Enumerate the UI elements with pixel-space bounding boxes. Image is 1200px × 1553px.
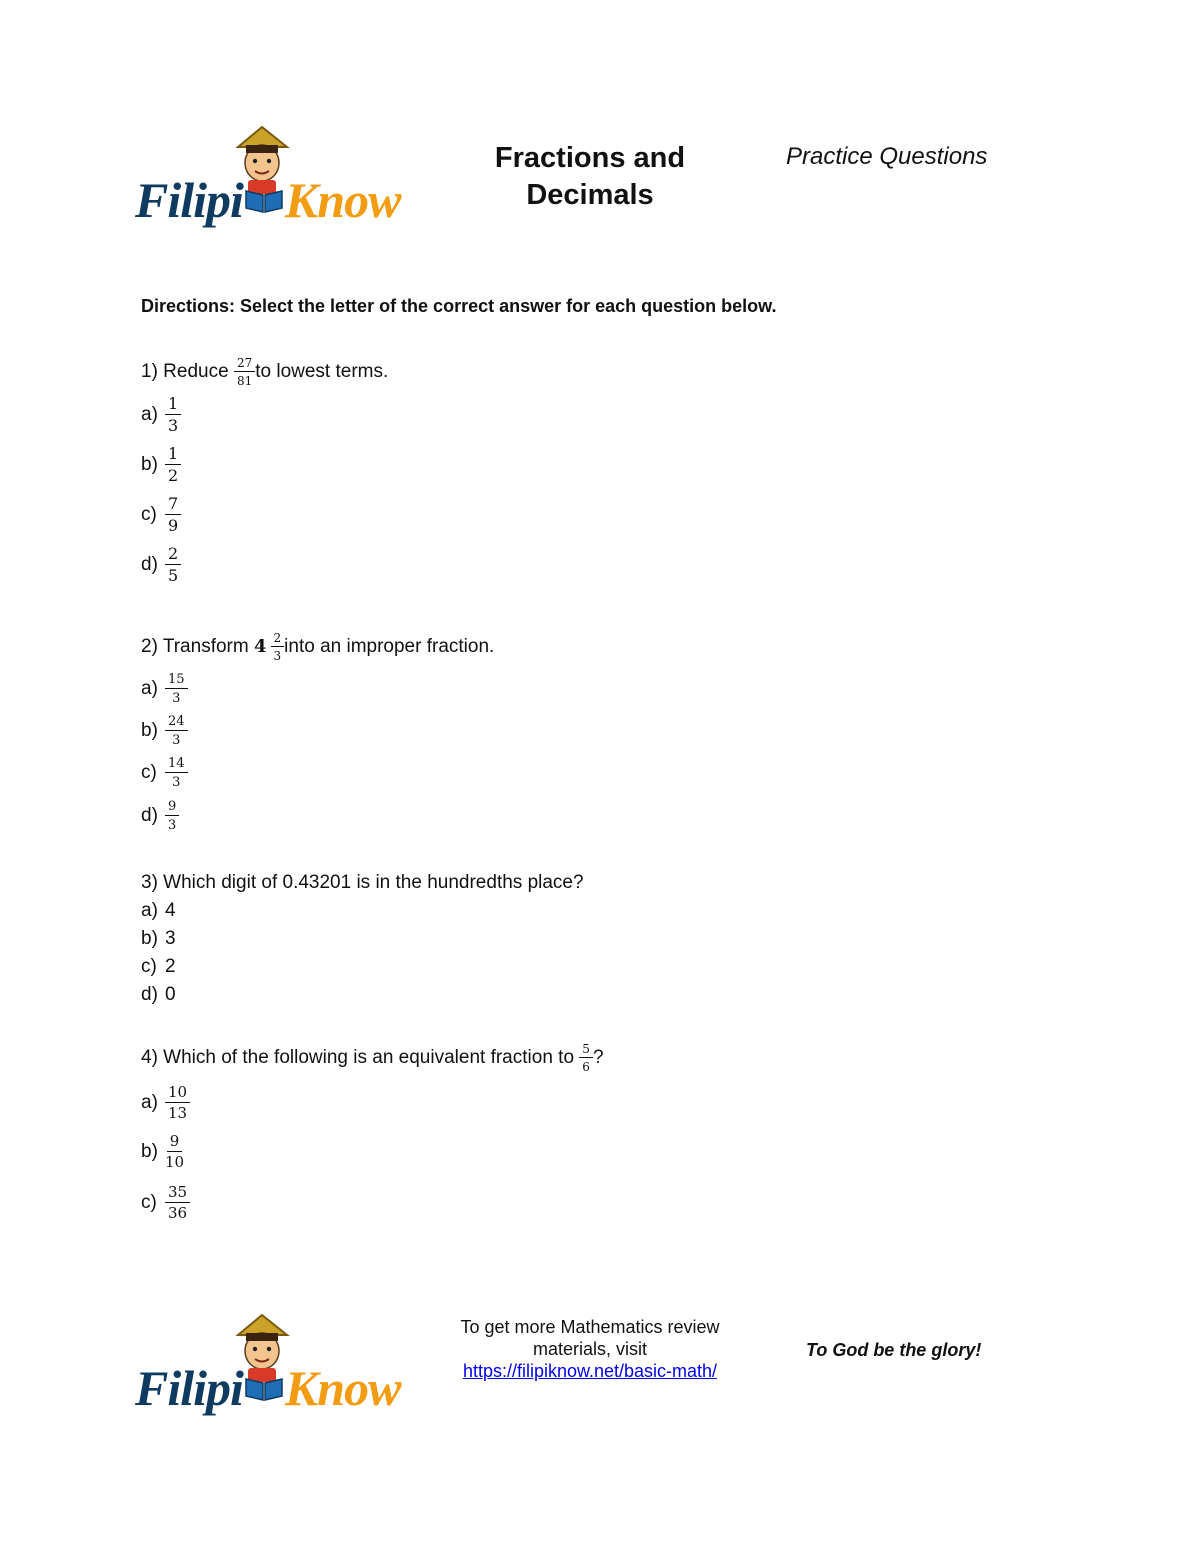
option-2b[interactable] bbox=[141, 715, 188, 747]
denominator: 3 bbox=[273, 649, 282, 663]
option-3b[interactable] bbox=[141, 928, 176, 950]
fraction bbox=[165, 673, 188, 705]
denominator: 81 bbox=[236, 374, 253, 388]
numerator: 14 bbox=[165, 757, 188, 773]
option-label: c) bbox=[141, 956, 157, 977]
title-line-1: Fractions and bbox=[494, 142, 686, 174]
numerator: 35 bbox=[165, 1185, 190, 1203]
logo-wordmark: Filipi Know bbox=[135, 172, 401, 228]
fraction bbox=[165, 800, 179, 832]
fraction bbox=[579, 1043, 593, 1073]
numerator: 9 bbox=[167, 1134, 183, 1152]
option-2c[interactable] bbox=[141, 757, 188, 789]
denominator: 3 bbox=[172, 733, 181, 748]
question-text: 2) Transform bbox=[141, 636, 254, 658]
question-text: into an improper fraction. bbox=[284, 636, 495, 658]
footer-line-1: To get more Mathematics review bbox=[460, 1317, 720, 1337]
footer-link[interactable]: https://filipiknow.net/basic-math/ bbox=[462, 1361, 718, 1381]
option-1d[interactable] bbox=[141, 546, 181, 584]
footer-text bbox=[440, 1316, 740, 1382]
fraction bbox=[165, 1185, 190, 1221]
numerator: 9 bbox=[165, 800, 179, 816]
numerator: 5 bbox=[579, 1043, 593, 1058]
fraction bbox=[165, 496, 181, 534]
question-text: 4) Which of the following is an equivalent fraction to bbox=[141, 1047, 580, 1069]
option-label: b) bbox=[141, 1141, 158, 1162]
option-2a[interactable] bbox=[141, 673, 188, 705]
option-4b[interactable] bbox=[141, 1134, 184, 1170]
option-value: 2 bbox=[165, 956, 176, 977]
option-1b[interactable] bbox=[141, 446, 181, 484]
denominator: 5 bbox=[168, 566, 179, 585]
option-label: d) bbox=[141, 805, 158, 826]
question-text: 1) Reduce bbox=[141, 361, 234, 383]
filipiknow-logo-footer bbox=[135, 1313, 405, 1416]
numerator: 2 bbox=[165, 546, 181, 565]
numerator: 1 bbox=[165, 446, 181, 465]
option-value: 0 bbox=[165, 984, 176, 1005]
option-value: 3 bbox=[165, 928, 176, 949]
fraction bbox=[234, 357, 255, 387]
logo-wordmark: Filipi Know bbox=[135, 1360, 401, 1416]
option-label: a) bbox=[141, 678, 158, 699]
denominator: 36 bbox=[168, 1204, 188, 1222]
numerator: 15 bbox=[165, 673, 188, 689]
option-label: a) bbox=[141, 1092, 158, 1113]
fraction bbox=[165, 715, 188, 747]
filipiknow-logo bbox=[135, 125, 405, 228]
fraction bbox=[165, 757, 188, 789]
footer-motto: To God be the glory! bbox=[806, 1340, 982, 1360]
directions: Directions: Select the letter of the correct answer for each question below. bbox=[141, 296, 777, 316]
denominator: 3 bbox=[168, 416, 179, 435]
open-book-icon bbox=[244, 187, 284, 213]
option-label: c) bbox=[141, 1192, 157, 1213]
option-2d[interactable] bbox=[141, 800, 179, 832]
page-subtitle: Practice Questions bbox=[786, 143, 988, 170]
option-4c[interactable] bbox=[141, 1185, 190, 1221]
numerator: 27 bbox=[234, 357, 255, 372]
title-line-2: Decimals bbox=[526, 179, 654, 211]
question-3: 3) Which digit of 0.43201 is in the hundredths place? bbox=[141, 872, 584, 893]
option-label: c) bbox=[141, 762, 157, 783]
numerator: 7 bbox=[165, 496, 181, 515]
option-label: b) bbox=[141, 720, 158, 741]
option-label: d) bbox=[141, 554, 158, 575]
option-label: b) bbox=[141, 928, 158, 949]
denominator: 10 bbox=[165, 1153, 185, 1171]
question-text: to lowest terms. bbox=[255, 361, 389, 383]
denominator: 2 bbox=[168, 466, 179, 485]
question-4 bbox=[141, 1043, 604, 1073]
fraction bbox=[165, 1134, 184, 1170]
question-text: ? bbox=[592, 1047, 604, 1069]
fraction bbox=[165, 396, 181, 434]
open-book-icon bbox=[244, 1375, 284, 1401]
whole-number: 4 bbox=[253, 636, 267, 658]
option-label: c) bbox=[141, 504, 157, 525]
option-3c[interactable] bbox=[141, 956, 176, 978]
denominator: 3 bbox=[172, 775, 181, 790]
option-4a[interactable] bbox=[141, 1085, 190, 1121]
option-label: a) bbox=[141, 900, 158, 921]
numerator: 10 bbox=[165, 1085, 190, 1103]
fraction bbox=[165, 1085, 190, 1121]
fraction bbox=[165, 546, 181, 584]
option-3a[interactable] bbox=[141, 900, 176, 922]
denominator: 9 bbox=[168, 516, 179, 535]
question-1 bbox=[141, 357, 388, 387]
page-title bbox=[440, 140, 740, 214]
numerator: 2 bbox=[271, 632, 285, 647]
option-1c[interactable] bbox=[141, 496, 181, 534]
footer-line-2: materials, visit bbox=[532, 1339, 648, 1359]
option-value: 4 bbox=[165, 900, 176, 921]
option-label: d) bbox=[141, 984, 158, 1005]
denominator: 3 bbox=[168, 818, 177, 833]
fraction bbox=[165, 446, 181, 484]
option-3d[interactable] bbox=[141, 984, 176, 1006]
option-1a[interactable] bbox=[141, 396, 181, 434]
denominator: 6 bbox=[582, 1060, 590, 1074]
option-label: b) bbox=[141, 454, 158, 475]
denominator: 13 bbox=[168, 1104, 188, 1122]
question-2 bbox=[141, 632, 494, 662]
option-label: a) bbox=[141, 404, 158, 425]
denominator: 3 bbox=[172, 691, 181, 706]
numerator: 24 bbox=[165, 715, 188, 731]
fraction bbox=[271, 632, 285, 662]
numerator: 1 bbox=[165, 396, 181, 415]
